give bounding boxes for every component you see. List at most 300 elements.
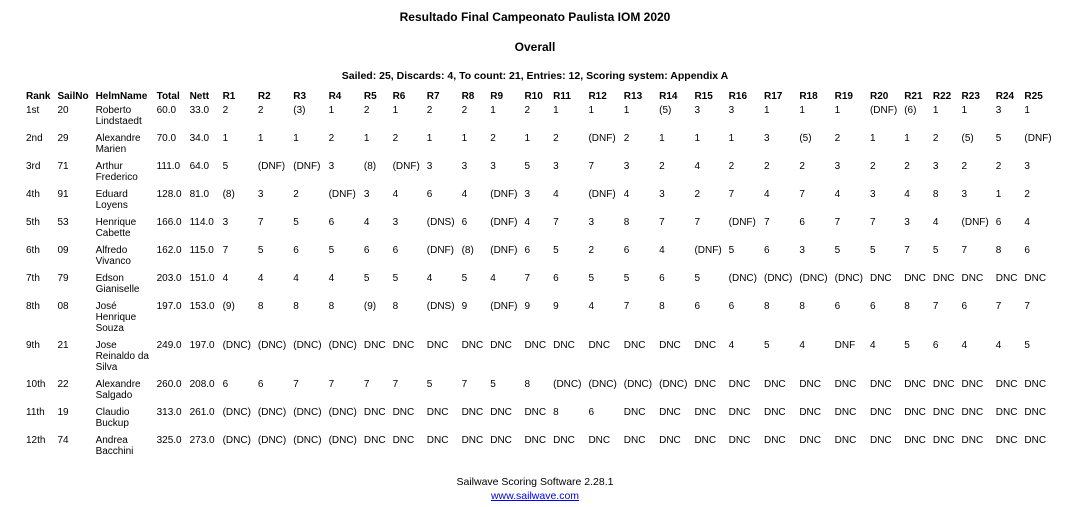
race-score-cell: 3 — [553, 161, 559, 172]
table-row — [26, 379, 1059, 407]
race-score-cell: DNC — [799, 435, 821, 446]
total-cell: 166.0 — [156, 217, 182, 228]
table-row — [26, 133, 1059, 161]
table-row — [26, 407, 1059, 435]
helmname-cell: Henrique Cabette — [95, 217, 137, 239]
helmname-cell: Roberto Lindstaedt — [95, 105, 142, 127]
race-score-cell: 4 — [588, 301, 595, 312]
race-score-cell: 7 — [293, 379, 299, 390]
table-row — [26, 301, 1059, 340]
race-score-cell: 8 — [524, 379, 531, 390]
race-score-cell: 5 — [426, 379, 433, 390]
sailno-cell: 91 — [57, 189, 69, 200]
nett-cell: 34.0 — [189, 133, 210, 144]
race-score-cell: 4 — [1024, 217, 1030, 228]
total-cell: 249.0 — [156, 340, 182, 351]
race-score-cell: 4 — [553, 189, 559, 200]
race-score-cell: DNC — [869, 379, 892, 390]
rank-cell: 3rd — [26, 161, 41, 172]
race-score-cell: 6 — [834, 301, 841, 312]
nett-cell: 208.0 — [189, 379, 215, 390]
page-footer — [0, 475, 1070, 503]
race-score-cell: (6) — [904, 105, 917, 116]
race-score-cell: 2 — [461, 105, 468, 116]
total-cell: 325.0 — [156, 435, 182, 446]
race-score-cell: (DNF) — [392, 161, 420, 172]
race-score-cell: 7 — [869, 217, 876, 228]
column-header-r1: R1 — [222, 91, 236, 102]
race-score-cell: (3) — [293, 105, 306, 116]
race-score-cell: 4 — [524, 217, 531, 228]
race-score-cell: (DNC) — [257, 435, 287, 446]
nett-cell: 273.0 — [189, 435, 215, 446]
race-score-cell: 7 — [588, 161, 595, 172]
race-score-cell: (9) — [222, 301, 235, 312]
race-score-cell: 3 — [799, 245, 805, 256]
race-score-cell: 7 — [623, 301, 630, 312]
race-score-cell: 7 — [328, 379, 335, 390]
race-score-cell: 7 — [728, 189, 735, 200]
race-score-cell: 6 — [623, 245, 630, 256]
race-score-cell: 5 — [588, 273, 595, 284]
column-header-helmname: HelmName — [95, 91, 148, 102]
race-score-cell: 5 — [328, 245, 335, 256]
race-score-cell: DNC — [904, 407, 926, 418]
race-score-cell: DNC — [799, 407, 821, 418]
race-score-cell: 7 — [392, 379, 399, 390]
race-score-cell: 4 — [490, 273, 496, 284]
race-score-cell: (DNF) — [869, 105, 898, 116]
race-score-cell: DNC — [694, 340, 717, 351]
race-score-cell: DNC — [1024, 407, 1047, 418]
race-score-cell: 8 — [763, 301, 770, 312]
race-score-cell: DNC — [659, 407, 681, 418]
race-score-cell: (DNC) — [328, 340, 357, 351]
race-score-cell: 4 — [869, 340, 876, 351]
race-score-cell: 7 — [932, 301, 939, 312]
race-score-cell: 3 — [524, 189, 531, 200]
race-score-cell: (DNF) — [490, 245, 518, 256]
race-score-cell: DNC — [524, 435, 547, 446]
race-score-cell: DNC — [588, 435, 611, 446]
race-score-cell: DNC — [834, 407, 857, 418]
race-score-cell: DNC — [694, 435, 717, 446]
race-score-cell: 3 — [392, 217, 399, 228]
race-score-cell: 8 — [293, 301, 299, 312]
race-score-cell: 1 — [961, 105, 968, 116]
race-score-cell: DNC — [869, 273, 892, 284]
race-score-cell: 5 — [904, 340, 910, 351]
race-score-cell: 1 — [694, 133, 700, 144]
column-header-r7: R7 — [426, 91, 440, 102]
column-header-r19: R19 — [834, 91, 853, 102]
race-score-cell: DNC — [995, 273, 1018, 284]
race-score-cell: 7 — [1024, 301, 1030, 312]
race-score-cell: 6 — [659, 273, 665, 284]
race-score-cell: 2 — [932, 133, 939, 144]
race-score-cell: 8 — [995, 245, 1002, 256]
race-score-cell: 1 — [222, 133, 229, 144]
race-score-cell: 3 — [961, 189, 968, 200]
race-score-cell: 4 — [623, 189, 630, 200]
race-score-cell: 8 — [659, 301, 665, 312]
race-score-cell: DNC — [799, 379, 821, 390]
race-score-cell: 4 — [392, 189, 399, 200]
race-score-cell: (DNF) — [490, 217, 518, 228]
race-score-cell: 2 — [392, 133, 399, 144]
race-score-cell: 4 — [904, 189, 910, 200]
race-score-cell: 4 — [222, 273, 229, 284]
rank-cell: 8th — [26, 301, 40, 312]
column-header-r24: R24 — [995, 91, 1015, 102]
race-score-cell: DNC — [1024, 435, 1047, 446]
race-score-cell: (DNF) — [426, 245, 454, 256]
total-cell: 128.0 — [156, 189, 182, 200]
race-score-cell: (DNC) — [257, 340, 287, 351]
race-score-cell: 1 — [728, 133, 735, 144]
rank-cell: 9th — [26, 340, 40, 351]
sailno-cell: 53 — [57, 217, 69, 228]
race-score-cell: (8) — [461, 245, 474, 256]
race-score-cell: 5 — [932, 245, 939, 256]
helmname-cell: Claudio Buckup — [95, 407, 130, 429]
race-score-cell: 1 — [588, 105, 595, 116]
column-header-r18: R18 — [799, 91, 818, 102]
race-score-cell: 5 — [257, 245, 264, 256]
column-header-r21: R21 — [904, 91, 923, 102]
race-score-cell: 1 — [1024, 105, 1030, 116]
total-cell: 197.0 — [156, 301, 182, 312]
race-score-cell: 3 — [995, 105, 1002, 116]
race-score-cell: 3 — [257, 189, 264, 200]
race-score-cell: 7 — [763, 217, 770, 228]
column-header-nett: Nett — [189, 91, 210, 102]
race-score-cell: (DNF) — [728, 217, 756, 228]
race-score-cell: 5 — [623, 273, 630, 284]
race-score-cell: DNC — [461, 435, 484, 446]
column-header-r12: R12 — [588, 91, 607, 102]
race-score-cell: DNC — [904, 273, 926, 284]
column-header-r23: R23 — [961, 91, 980, 102]
rank-cell: 4th — [26, 189, 40, 200]
race-score-cell: DNC — [961, 273, 984, 284]
race-score-cell: 7 — [363, 379, 370, 390]
rank-cell: 1st — [26, 105, 40, 116]
race-score-cell: 8 — [623, 217, 630, 228]
race-score-cell: 3 — [490, 161, 496, 172]
page-subtitle: Overall — [514, 40, 556, 54]
race-score-cell: 3 — [834, 161, 841, 172]
header-row — [26, 91, 1059, 105]
race-score-cell: (DNC) — [799, 273, 828, 284]
race-score-cell: DNC — [995, 407, 1018, 418]
race-score-cell: DNC — [728, 435, 751, 446]
sailwave-link[interactable]: www.sailwave.com — [490, 490, 580, 502]
total-cell: 60.0 — [156, 105, 177, 116]
race-score-cell: 7 — [834, 217, 841, 228]
race-score-cell: 8 — [257, 301, 264, 312]
column-header-r20: R20 — [869, 91, 889, 102]
race-score-cell: 1 — [392, 105, 399, 116]
race-score-cell: 8 — [392, 301, 399, 312]
race-score-cell: (DNC) — [328, 435, 357, 446]
race-score-cell: 4 — [995, 340, 1002, 351]
race-score-cell: 2 — [623, 133, 630, 144]
race-score-cell: DNC — [524, 340, 547, 351]
race-score-cell: (DNC) — [257, 407, 287, 418]
rank-cell: 6th — [26, 245, 40, 256]
software-credit: Sailwave Scoring Software 2.28.1 — [456, 476, 614, 488]
race-score-cell: 2 — [728, 161, 735, 172]
helmname-cell: Edson Gianiselle — [95, 273, 140, 295]
race-score-cell: (8) — [222, 189, 235, 200]
race-score-cell: DNC — [763, 407, 786, 418]
race-score-cell: 8 — [904, 301, 910, 312]
race-score-cell: (DNC) — [553, 379, 582, 390]
race-score-cell: (DNF) — [293, 161, 321, 172]
race-score-cell: (DNF) — [490, 189, 518, 200]
race-score-cell: 4 — [728, 340, 735, 351]
sailno-cell: 79 — [57, 273, 69, 284]
rank-cell: 11th — [26, 407, 45, 418]
race-score-cell: (8) — [363, 161, 377, 172]
race-score-cell: DNC — [694, 379, 717, 390]
race-score-cell: 6 — [328, 217, 335, 228]
sailno-cell: 71 — [57, 161, 69, 172]
race-score-cell: DNC — [834, 435, 857, 446]
column-header-r14: R14 — [659, 91, 678, 102]
race-score-cell: DNC — [461, 407, 484, 418]
race-score-cell: DNC — [524, 407, 547, 418]
race-score-cell: DNC — [763, 435, 786, 446]
column-header-r2: R2 — [257, 91, 271, 102]
rank-cell: 5th — [26, 217, 40, 228]
table-row — [26, 217, 1059, 245]
table-row — [26, 161, 1059, 189]
race-score-cell: 2 — [1024, 189, 1030, 200]
race-score-cell: 1 — [659, 133, 665, 144]
race-score-cell: 1 — [363, 133, 370, 144]
race-score-cell: 5 — [728, 245, 735, 256]
nett-cell: 33.0 — [189, 105, 210, 116]
column-header-r13: R13 — [623, 91, 643, 102]
race-score-cell: DNC — [961, 407, 984, 418]
race-score-cell: DNC — [961, 435, 984, 446]
race-score-cell: DNC — [904, 379, 926, 390]
race-score-cell: DNC — [363, 340, 386, 351]
race-score-cell: 3 — [222, 217, 229, 228]
race-score-cell: (DNF) — [328, 189, 356, 200]
sailno-cell: 29 — [57, 133, 69, 144]
race-score-cell: 6 — [524, 245, 531, 256]
race-score-cell: 3 — [694, 105, 700, 116]
race-score-cell: DNC — [728, 407, 751, 418]
race-score-cell: DNC — [728, 379, 751, 390]
race-score-cell: 6 — [293, 245, 299, 256]
race-score-cell: 3 — [623, 161, 630, 172]
race-score-cell: 7 — [904, 245, 910, 256]
race-score-cell: 3 — [932, 161, 939, 172]
race-score-cell: DNC — [869, 435, 892, 446]
race-score-cell: DNC — [1024, 273, 1047, 284]
race-score-cell: 2 — [763, 161, 770, 172]
rank-cell: 7th — [26, 273, 40, 284]
race-score-cell: 6 — [995, 217, 1002, 228]
race-score-cell: 1 — [553, 105, 559, 116]
race-score-cell: 2 — [588, 245, 595, 256]
race-score-cell: 2 — [222, 105, 229, 116]
race-score-cell: DNC — [904, 435, 926, 446]
race-score-cell: 2 — [553, 133, 559, 144]
race-score-cell: (5) — [961, 133, 974, 144]
nett-cell: 261.0 — [189, 407, 215, 418]
race-score-cell: 1 — [426, 133, 433, 144]
race-score-cell: 3 — [1024, 161, 1030, 172]
race-score-cell: 1 — [257, 133, 264, 144]
race-score-cell: (DNS) — [426, 217, 455, 228]
race-score-cell: 7 — [961, 245, 968, 256]
nett-cell: 81.0 — [189, 189, 210, 200]
column-header-r22: R22 — [932, 91, 952, 102]
table-row — [26, 189, 1059, 217]
race-score-cell: 5 — [222, 161, 229, 172]
nett-cell: 153.0 — [189, 301, 215, 312]
race-score-cell: 7 — [553, 217, 559, 228]
race-score-cell: 7 — [257, 217, 264, 228]
race-score-cell: 6 — [932, 340, 939, 351]
race-score-cell: 6 — [961, 301, 968, 312]
race-score-cell: 1 — [799, 105, 805, 116]
race-score-cell: 2 — [490, 133, 496, 144]
helmname-cell: Alfredo Vivanco — [95, 245, 131, 267]
page-title: Resultado Final Campeonato Paulista IOM 2020 — [399, 10, 671, 24]
race-score-cell: 7 — [995, 301, 1002, 312]
race-score-cell: 2 — [995, 161, 1002, 172]
race-score-cell: 9 — [553, 301, 559, 312]
race-score-cell: 3 — [869, 189, 876, 200]
column-header-total: Total — [156, 91, 180, 102]
nett-cell: 64.0 — [189, 161, 210, 172]
total-cell: 313.0 — [156, 407, 182, 418]
race-score-cell: 3 — [659, 189, 665, 200]
column-header-rank: Rank — [26, 91, 51, 102]
race-score-cell: 5 — [763, 340, 770, 351]
race-score-cell: 3 — [426, 161, 433, 172]
table-row — [26, 105, 1059, 133]
race-score-cell: 5 — [553, 245, 559, 256]
race-score-cell: 2 — [659, 161, 665, 172]
race-score-cell: DNC — [995, 435, 1018, 446]
race-score-cell: DNC — [490, 340, 512, 351]
race-score-cell: 4 — [293, 273, 299, 284]
race-score-cell: 5 — [1024, 340, 1030, 351]
race-score-cell: 4 — [799, 340, 805, 351]
column-header-r4: R4 — [328, 91, 342, 102]
race-score-cell: 1 — [524, 133, 531, 144]
column-header-r17: R17 — [763, 91, 783, 102]
race-score-cell: 1 — [995, 189, 1002, 200]
race-score-cell: 6 — [588, 407, 595, 418]
race-score-cell: 4 — [426, 273, 433, 284]
race-score-cell: 6 — [763, 245, 770, 256]
nett-cell: 115.0 — [189, 245, 214, 256]
nett-cell: 114.0 — [189, 217, 214, 228]
race-score-cell: DNF — [834, 340, 856, 351]
race-score-cell: 6 — [257, 379, 264, 390]
race-score-cell: DNC — [461, 340, 484, 351]
race-score-cell: 6 — [1024, 245, 1030, 256]
total-cell: 162.0 — [156, 245, 182, 256]
race-score-cell: 2 — [426, 105, 433, 116]
race-score-cell: DNC — [932, 379, 955, 390]
race-score-cell: DNC — [623, 435, 646, 446]
race-score-cell: 1 — [328, 105, 335, 116]
race-score-cell: 9 — [524, 301, 531, 312]
race-score-cell: (DNC) — [222, 340, 251, 351]
race-score-cell: 9 — [461, 301, 468, 312]
race-score-cell: (DNF) — [588, 189, 616, 200]
race-score-cell: (DNC) — [328, 407, 357, 418]
race-score-cell: (DNS) — [426, 301, 455, 312]
helmname-cell: Eduard Loyens — [95, 189, 128, 211]
race-score-cell: 6 — [363, 245, 370, 256]
race-score-cell: 2 — [694, 189, 700, 200]
race-score-cell: 2 — [799, 161, 805, 172]
race-score-cell: (DNC) — [659, 379, 688, 390]
race-score-cell: 4 — [694, 161, 700, 172]
sailno-cell: 22 — [57, 379, 69, 390]
race-score-cell: 6 — [728, 301, 735, 312]
race-score-cell: 7 — [524, 273, 531, 284]
sailno-cell: 20 — [57, 105, 69, 116]
race-score-cell: 4 — [328, 273, 335, 284]
race-score-cell: DNC — [1024, 379, 1047, 390]
race-score-cell: 6 — [799, 217, 805, 228]
race-score-cell: 8 — [328, 301, 335, 312]
race-score-cell: 1 — [869, 133, 876, 144]
helmname-cell: Jose Reinaldo da Silva — [95, 340, 149, 373]
race-score-cell: 5 — [524, 161, 531, 172]
race-score-cell: (DNC) — [293, 407, 322, 418]
series-summary: Sailed: 25, Discards: 4, To count: 21, Entries: 12, Scoring system: Appendix A — [341, 70, 729, 82]
race-score-cell: 2 — [869, 161, 876, 172]
race-score-cell: 4 — [363, 217, 370, 228]
helmname-cell: José Henrique Souza — [95, 301, 137, 334]
column-header-r11: R11 — [553, 91, 571, 102]
race-score-cell: 3 — [328, 161, 335, 172]
race-score-cell: DNC — [623, 340, 646, 351]
column-header-r9: R9 — [490, 91, 504, 102]
race-score-cell: 3 — [763, 133, 770, 144]
column-header-r5: R5 — [363, 91, 377, 102]
race-score-cell: DNC — [426, 435, 449, 446]
race-score-cell: 2 — [904, 161, 910, 172]
race-score-cell: 5 — [461, 273, 468, 284]
race-score-cell: DNC — [763, 379, 786, 390]
race-score-cell: DNC — [659, 435, 681, 446]
race-score-cell: 1 — [490, 105, 496, 116]
race-score-cell: DNC — [363, 407, 386, 418]
race-score-cell: 5 — [869, 245, 876, 256]
race-score-cell: 4 — [763, 189, 770, 200]
race-score-cell: 6 — [222, 379, 229, 390]
race-score-cell: 7 — [694, 217, 700, 228]
race-score-cell: DNC — [553, 340, 575, 351]
total-cell: 260.0 — [156, 379, 182, 390]
race-score-cell: 4 — [257, 273, 264, 284]
race-score-cell: 5 — [363, 273, 370, 284]
race-score-cell: 7 — [799, 189, 805, 200]
